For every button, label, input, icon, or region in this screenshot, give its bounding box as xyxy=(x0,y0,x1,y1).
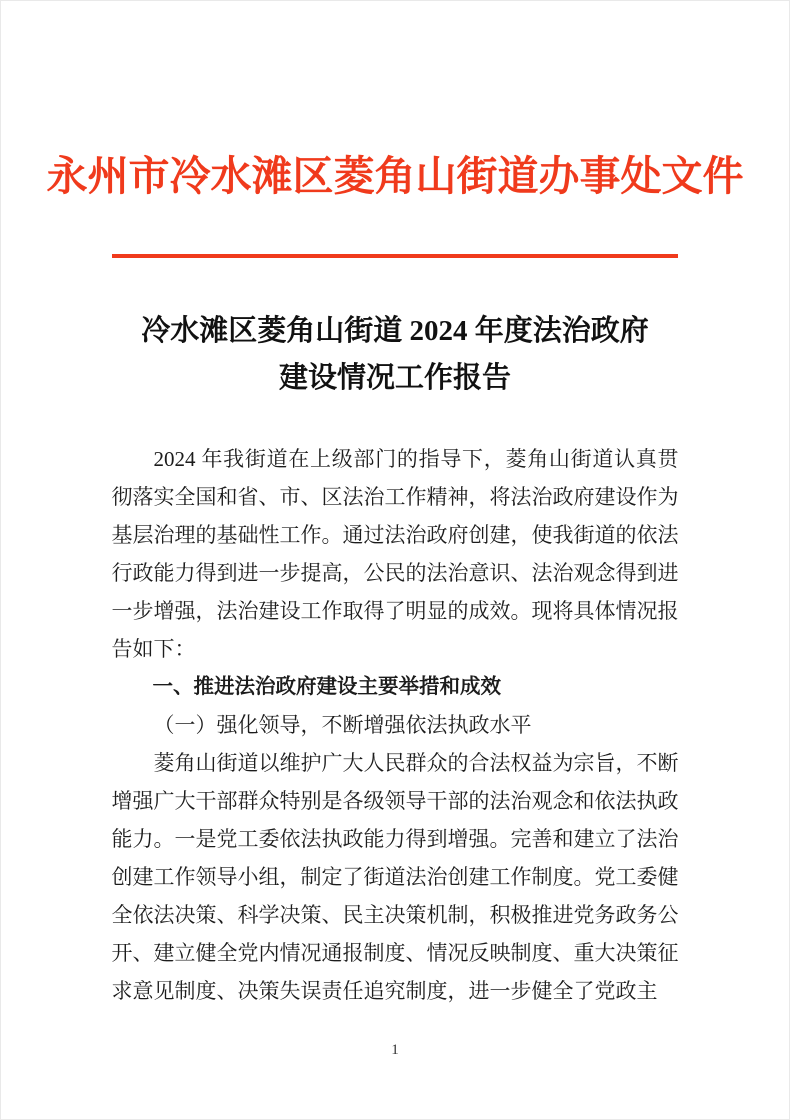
document-body xyxy=(112,440,679,1010)
document-title-line2: 建设情况工作报告 xyxy=(278,362,511,394)
paragraph-intro: 2024 年我街道在上级部门的指导下，菱角山街道认真贯彻落实全国和省、市、区法治工作精神，将法治政府建设作为基层治理的基础性工作。通过法治政府创建，使我街道的依法行政能力得到进一步提高，公民的法治意识、法治观念得到进一步增强，法治建设工作取得了明显的成效。现将具体情况报告如下： xyxy=(111,447,679,661)
paragraph-body: 菱角山街道以维护广大人民群众的合法权益为宗旨，不断增强广大干部群众特别是各级领导干部的法治观念和依法执政能力。一是党工委依法执政能力得到增强。完善和建立了法治创建工作领导小组，制定了街道法治创建工作制度。党工委健全依法决策、科学决策、民主决策机制，积极推进党务政务公开、建立健全党内情况通报制度、情况反映制度、重大决策征求意见制度、决策失误责任追究制度，进一步健全了党政主 xyxy=(111,751,679,1003)
page-number: 1 xyxy=(391,1042,399,1058)
red-header-title: 永州市冷水滩区菱角山街道办事处文件 xyxy=(46,153,744,199)
subsection-heading-1: （一）强化领导，不断增强依法执政水平 xyxy=(153,713,532,737)
red-divider-line xyxy=(112,254,678,258)
section-heading-1: 一、推进法治政府建设主要举措和成效 xyxy=(152,675,501,698)
document-title xyxy=(1,308,789,402)
document-title-line1: 冷水滩区菱角山街道 2024 年度法治政府 xyxy=(141,315,649,347)
